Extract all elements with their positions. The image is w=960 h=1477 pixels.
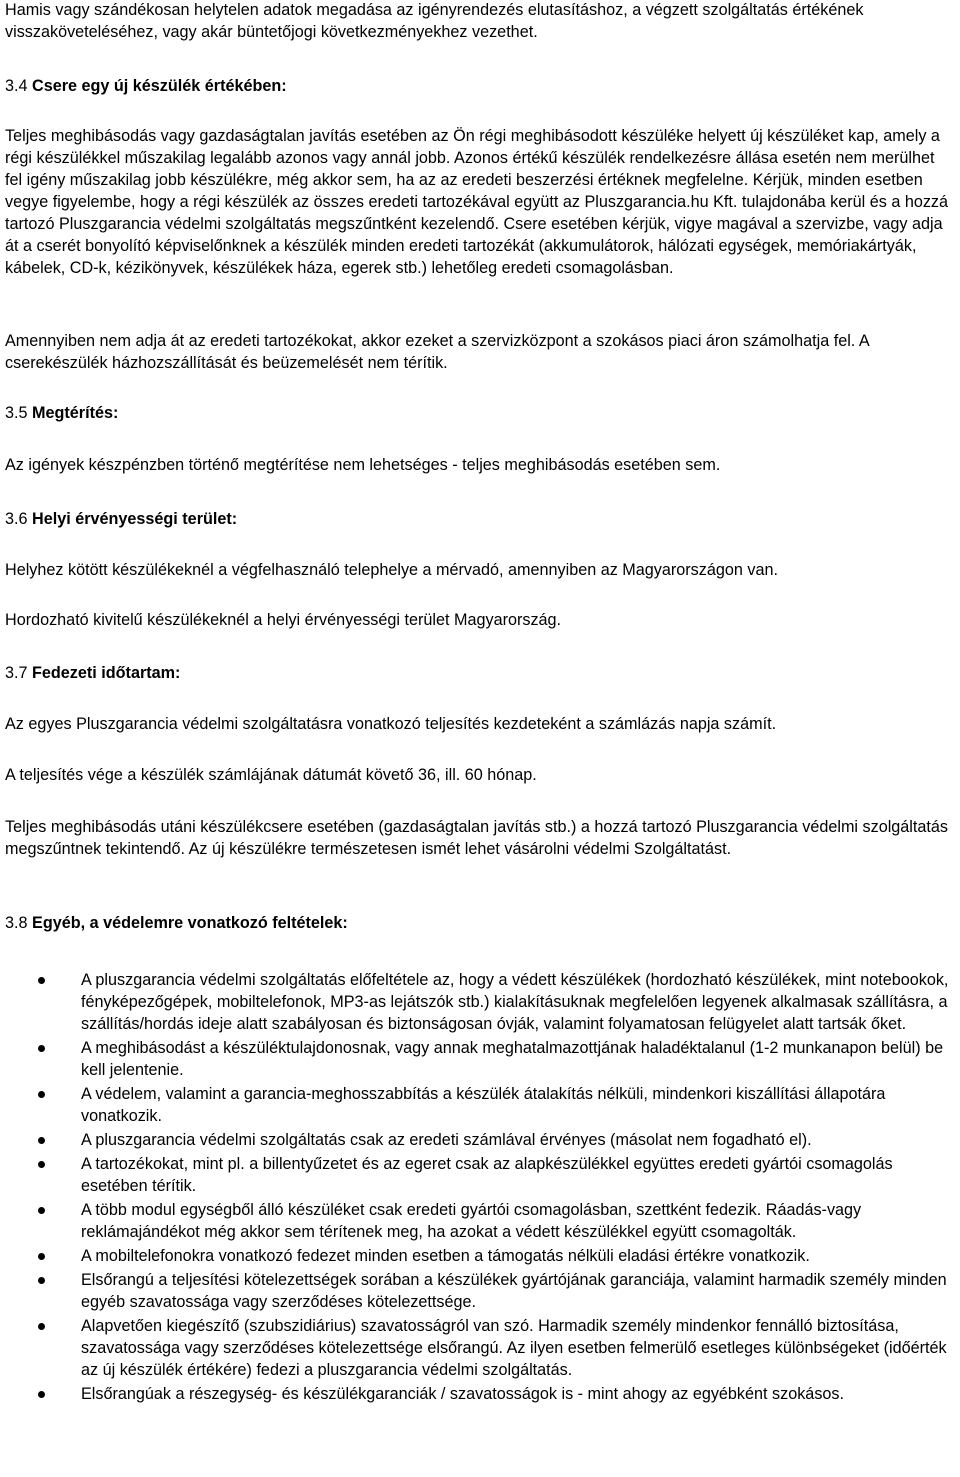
section-3-7-paragraph-2: A teljesítés vége a készülék számlájának dátumát követő 36, ill. 60 hónap. bbox=[5, 766, 537, 784]
list-item bbox=[0, 1199, 953, 1243]
bullet-icon bbox=[38, 1253, 45, 1260]
section-title: Fedezeti időtartam: bbox=[32, 664, 181, 682]
section-number: 3.4 bbox=[5, 77, 28, 95]
section-3-5-heading bbox=[5, 402, 955, 424]
section-3-4-heading bbox=[5, 75, 955, 97]
bullet-icon bbox=[38, 1323, 45, 1330]
section-number: 3.6 bbox=[5, 510, 28, 528]
section-number: 3.5 bbox=[5, 404, 28, 422]
list-item-text: Elsőrangúak a részegység- és készülékgaranciák / szavatosságok is - mint ahogy az egyébként szokásos. bbox=[81, 1385, 845, 1403]
section-3-8-heading bbox=[5, 912, 955, 934]
list-item-text: A pluszgarancia védelmi szolgáltatás csak az eredeti számlával érvényes (másolat nem fogadható el). bbox=[81, 1131, 812, 1149]
list-item bbox=[0, 1129, 953, 1151]
section-number: 3.7 bbox=[5, 664, 28, 682]
list-item bbox=[0, 1269, 953, 1313]
section-3-5-paragraph-1: Az igények készpénzben történő megtérítése nem lehetséges - teljes meghibásodás esetében sem. bbox=[5, 456, 721, 474]
list-item bbox=[0, 1083, 953, 1127]
section-3-7-paragraph-3: Teljes meghibásodás utáni készülékcsere esetében (gazdaságtalan javítás stb.) a hozzá tartozó Pluszgarancia védelmi szolgáltatás megszűntnek tekintendő. Az új készülékre természetesen ismét lehet vásárolni védelmi Szolgáltatást. bbox=[5, 818, 948, 858]
section-number: 3.8 bbox=[5, 914, 28, 932]
list-item-text: A védelem, valamint a garancia-meghosszabbítás a készülék átalakítás nélküli, mindenkori kiszállítási állapotára vonatkozik. bbox=[81, 1085, 886, 1125]
section-3-6-heading bbox=[5, 508, 955, 530]
bullet-icon bbox=[38, 1391, 45, 1398]
list-item-text: A mobiltelefonokra vonatkozó fedezet minden esetben a támogatás nélküli eladási értékre vonatkozik. bbox=[81, 1247, 810, 1265]
list-item-text: Elsőrangú a teljesítési kötelezettségek sorában a készülékek gyártójának garanciája, valamint harmadik személy minden egyéb szavatossága vagy szerződéses kötelezettsége. bbox=[81, 1271, 947, 1311]
list-item bbox=[0, 1153, 953, 1197]
bullet-icon bbox=[38, 1137, 45, 1144]
list-item-text: A több modul egységből álló készüléket csak eredeti gyártói csomagolásban, szettként fedezik. Ráadás-vagy reklámajándékot még akkor sem térítenek meg, ha azokat a védett készülékkel együtt csomagolták. bbox=[81, 1201, 862, 1241]
conditions-list bbox=[0, 969, 960, 1407]
intro-paragraph: Hamis vagy szándékosan helytelen adatok megadása az igényrendezés elutasításhoz, a végzett szolgáltatás értékének visszaköveteléséhez, vagy akár büntetőjogi következményekhez vezethet. bbox=[5, 1, 864, 41]
section-3-6-paragraph-2: Hordozható kivitelű készülékeknél a helyi érvényességi terület Magyarország. bbox=[5, 611, 562, 629]
bullet-icon bbox=[38, 1091, 45, 1098]
list-item-text: A meghibásodást a készüléktulajdonosnak, vagy annak meghatalmazottjának haladéktalanul (1-2 munkanapon belül) be kell jelentenie. bbox=[81, 1039, 944, 1079]
list-item bbox=[0, 1037, 953, 1081]
section-3-4-paragraph-2: Amennyiben nem adja át az eredeti tartozékokat, akkor ezeket a szervizközpont a szokásos piaci áron számolhatja fel. A cserekészülék házhozszállítását és beüzemelését nem térítik. bbox=[5, 332, 869, 372]
bullet-icon bbox=[38, 1045, 45, 1052]
list-item-text: A pluszgarancia védelmi szolgáltatás előfeltétele az, hogy a védett készülékek (hordozható készülékek, mint notebookok, fényképezőgépek, mobiltelefonok, MP3-as lejátszók stb.) kialakításuknak megfelelően legyenek alkalmasak szállításra, a szállítás/hordás ideje alatt szabályosan és biztonságosan óvják, valamint folyamatosan felügyelet alatt tartsák őket. bbox=[81, 971, 949, 1033]
section-title: Csere egy új készülék értékében: bbox=[32, 77, 287, 95]
bullet-icon bbox=[38, 1207, 45, 1214]
list-item bbox=[0, 1315, 953, 1381]
section-title: Megtérítés: bbox=[32, 404, 119, 422]
bullet-icon bbox=[38, 1277, 45, 1284]
section-3-6-paragraph-1: Helyhez kötött készülékeknél a végfelhasználó telephelye a mérvadó, amennyiben az Magyarországon van. bbox=[5, 561, 778, 579]
section-title: Egyéb, a védelemre vonatkozó feltételek: bbox=[32, 914, 348, 932]
bullet-icon bbox=[38, 977, 45, 984]
list-item bbox=[0, 1245, 953, 1267]
list-item-text: Alapvetően kiegészítő (szubszidiárius) szavatosságról van szó. Harmadik személy mindenkor fennálló biztosítása, szavatossága vagy szerződéses kötelezettsége elsőrangú. Az ilyen esetben felmerülő esetleges különbségeket (időérték az új készülék értékére) fedezi a pluszgarancia védelmi szolgáltatás. bbox=[81, 1317, 947, 1379]
section-3-7-paragraph-1: Az egyes Pluszgarancia védelmi szolgáltatásra vonatkozó teljesítés kezdeteként a számlázás napja számít. bbox=[5, 715, 777, 733]
bullet-icon bbox=[38, 1161, 45, 1168]
section-title: Helyi érvényességi terület: bbox=[32, 510, 238, 528]
section-3-4-paragraph-1: Teljes meghibásodás vagy gazdaságtalan javítás esetében az Ön régi meghibásodott készüléke helyett új készüléket kap, amely a régi készülékkel műszakilag legalább azonos vagy annál jobb. Azonos értékű készülék rendelkezésre állása esetén nem merülhet fel igény műszakilag jobb készülékre, még akkor sem, ha az az eredeti beszerzési értéknek megfelelne. Kérjük, minden esetben vegye figyelembe, hogy a régi készülék az összes eredeti tartozékával együtt az Pluszgarancia.hu Kft. tulajdonába kerül és a hozzá tartozó Pluszgarancia védelmi szolgáltatás megszűntként kezelendő. Csere esetében kérjük, vigye magával a szervizbe, vagy adja át a cserét bonyolító képviselőnknek a készülék minden eredeti tartozékát (akkumulátorok, hálózati egységek, memóriakártyák, kábelek, CD-k, kézikönyvek, készülékek háza, egerek stb.) lehetőleg eredeti csomagolásban. bbox=[5, 127, 949, 277]
section-3-7-heading bbox=[5, 662, 955, 684]
list-item-text: A tartozékokat, mint pl. a billentyűzetet és az egeret csak az alapkészülékkel együttes eredeti gyártói csomagolás esetében térítik. bbox=[81, 1155, 893, 1195]
list-item bbox=[0, 1383, 953, 1405]
list-item bbox=[0, 969, 953, 1035]
